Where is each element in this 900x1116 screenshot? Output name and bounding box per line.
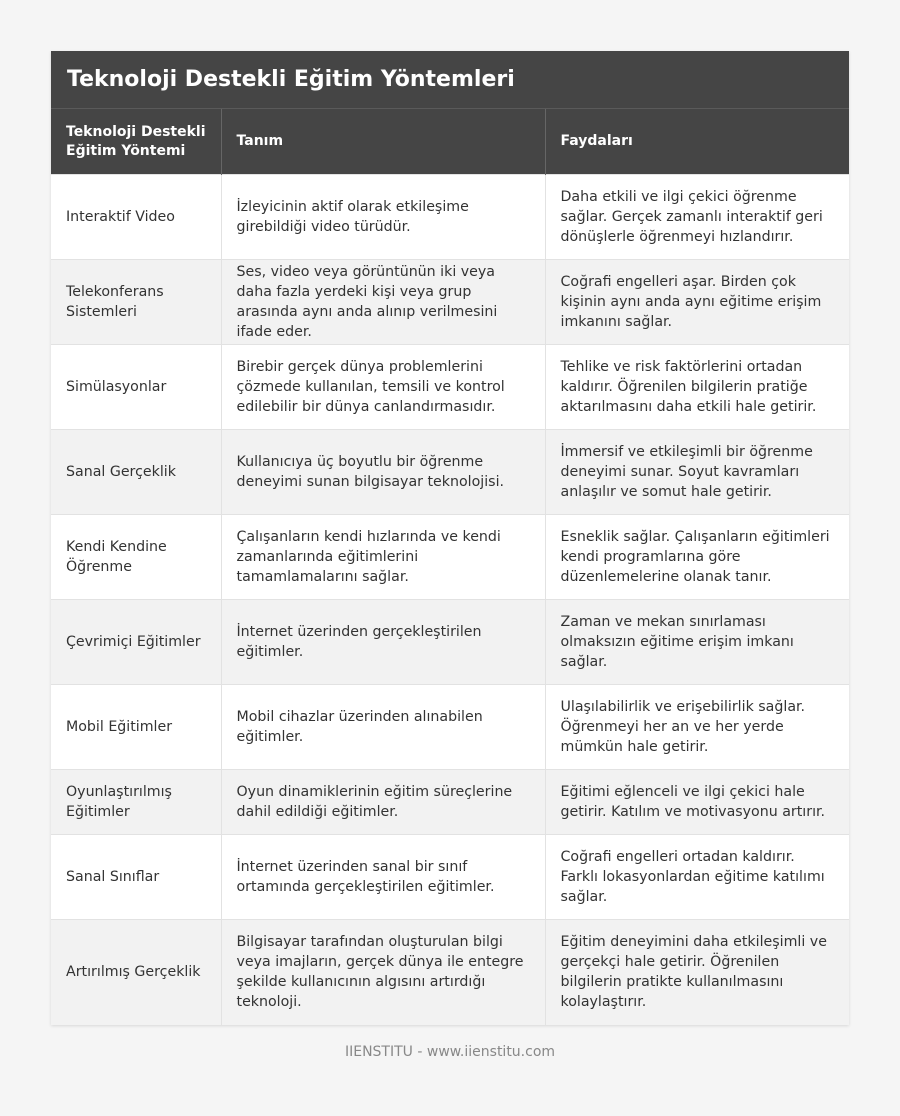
benefits-cell: Eğitim deneyimini daha etkileşimli ve gerçekçi hale getirir. Öğrenilen bilgilerin pratikte kullanılmasını kolaylaştırır. (545, 920, 849, 1025)
method-cell: Simülasyonlar (51, 345, 221, 430)
benefits-cell: Coğrafi engelleri ortadan kaldırır. Farklı lokasyonlardan eğitime katılımı sağlar. (545, 835, 849, 920)
method-cell: Interaktif Video (51, 175, 221, 260)
benefits-cell: Zaman ve mekan sınırlaması olmaksızın eğitime erişim imkanı sağlar. (545, 600, 849, 685)
definition-cell: Çalışanların kendi hızlarında ve kendi zamanlarında eğitimlerini tamamlamalarını sağlar. (221, 515, 545, 600)
benefits-cell: Ulaşılabilirlik ve erişebilirlik sağlar. Öğrenmeyi her an ve her yerde mümkün hale getirir. (545, 685, 849, 770)
table-row (51, 920, 849, 1025)
definition-cell: Ses, video veya görüntünün iki veya daha fazla yerdeki kişi veya grup arasında aynı anda alınıp verilmesini ifade eder. (221, 260, 545, 345)
table-row (51, 770, 849, 835)
table-row (51, 430, 849, 515)
definition-cell: Birebir gerçek dünya problemlerini çözmede kullanılan, temsili ve kontrol edilebilir bir dünya canlandırmasıdır. (221, 345, 545, 430)
footer-credit: IIENSTITU - www.iienstitu.com (344, 1044, 556, 1060)
header-method: Teknoloji Destekli Eğitim Yöntemi (51, 109, 221, 175)
definition-cell: Oyun dinamiklerinin eğitim süreçlerine dahil edildiği eğitimler. (221, 770, 545, 835)
method-cell: Kendi Kendine Öğrenme (51, 515, 221, 600)
method-cell: Çevrimiçi Eğitimler (51, 600, 221, 685)
methods-table (51, 109, 849, 1025)
table-title: Teknoloji Destekli Eğitim Yöntemleri (51, 51, 849, 109)
table-row (51, 600, 849, 685)
header-definition: Tanım (221, 109, 545, 175)
method-cell: Mobil Eğitimler (51, 685, 221, 770)
benefits-cell: Coğrafi engelleri aşar. Birden çok kişinin aynı anda aynı eğitime erişim imkanını sağlar. (545, 260, 849, 345)
benefits-cell: Eğitimi eğlenceli ve ilgi çekici hale getirir. Katılım ve motivasyonu artırır. (545, 770, 849, 835)
method-cell: Oyunlaştırılmış Eğitimler (51, 770, 221, 835)
header-row (51, 109, 849, 175)
definition-cell: İzleyicinin aktif olarak etkileşime girebildiği video türüdür. (221, 175, 545, 260)
method-cell: Sanal Sınıflar (51, 835, 221, 920)
benefits-cell: Tehlike ve risk faktörlerini ortadan kaldırır. Öğrenilen bilgilerin pratiğe aktarılmasını daha etkili hale getirir. (545, 345, 849, 430)
table-row (51, 515, 849, 600)
table-card (51, 51, 849, 1025)
table-row (51, 175, 849, 260)
definition-cell: Bilgisayar tarafından oluşturulan bilgi veya imajların, gerçek dünya ile entegre şekilde kullanıcının algısını artırdığı teknoloji. (221, 920, 545, 1025)
table-row (51, 260, 849, 345)
table-row (51, 685, 849, 770)
definition-cell: Kullanıcıya üç boyutlu bir öğrenme deneyimi sunan bilgisayar teknolojisi. (221, 430, 545, 515)
definition-cell: İnternet üzerinden gerçekleştirilen eğitimler. (221, 600, 545, 685)
method-cell: Artırılmış Gerçeklik (51, 920, 221, 1025)
benefits-cell: Daha etkili ve ilgi çekici öğrenme sağlar. Gerçek zamanlı interaktif geri dönüşlerle öğrenmeyi hızlandırır. (545, 175, 849, 260)
definition-cell: Mobil cihazlar üzerinden alınabilen eğitimler. (221, 685, 545, 770)
method-cell: Sanal Gerçeklik (51, 430, 221, 515)
benefits-cell: Esneklik sağlar. Çalışanların eğitimleri kendi programlarına göre düzenlemelerine olanak tanır. (545, 515, 849, 600)
definition-cell: İnternet üzerinden sanal bir sınıf ortamında gerçekleştirilen eğitimler. (221, 835, 545, 920)
benefits-cell: İmmersif ve etkileşimli bir öğrenme deneyimi sunar. Soyut kavramları anlaşılır ve somut hale getirir. (545, 430, 849, 515)
method-cell: Telekonferans Sistemleri (51, 260, 221, 345)
header-benefits: Faydaları (545, 109, 849, 175)
table-row (51, 835, 849, 920)
table-row (51, 345, 849, 430)
